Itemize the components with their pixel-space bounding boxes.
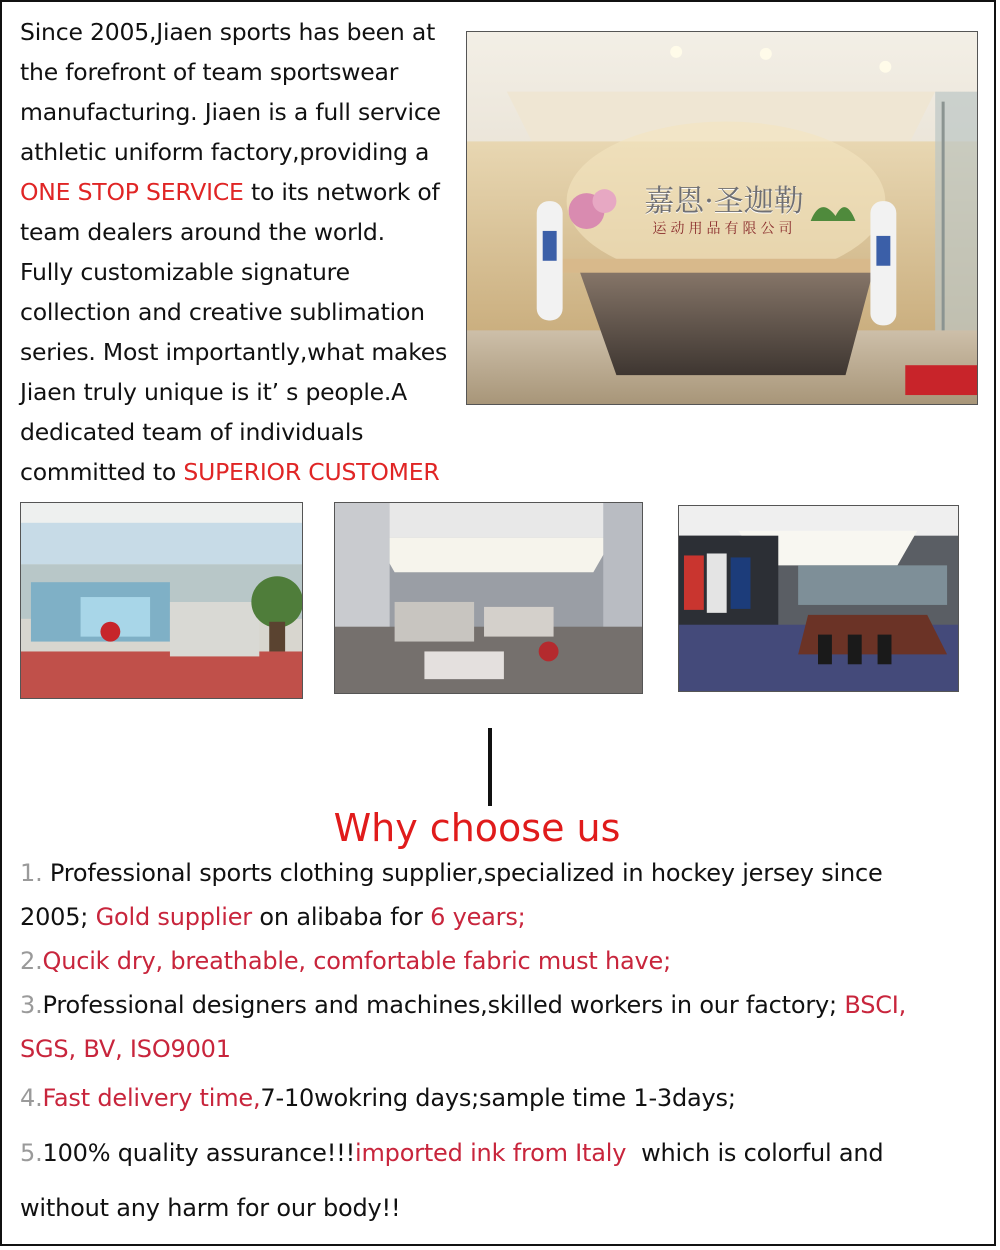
fast-delivery-highlight: Fast delivery time, — [42, 1084, 261, 1112]
intro-line: team dealers around the world. — [20, 218, 385, 246]
intro-text — [20, 12, 460, 492]
item-text: Professional designers and machines,skilled workers in our factory; — [42, 991, 845, 1019]
imported-ink-highlight: imported ink from Italy — [355, 1139, 627, 1167]
reception-photo — [466, 31, 978, 405]
item-number: 2. — [20, 947, 43, 975]
item-number: 3. — [20, 991, 43, 1019]
item-text: which is colorful and — [626, 1139, 884, 1167]
intro-line-start: committed to — [20, 458, 184, 486]
item-text: 7-10wokring days;sample time 1-3days; — [260, 1084, 736, 1112]
item-text: 100% quality assurance!!! — [42, 1139, 356, 1167]
gold-supplier-highlight: Gold supplier — [95, 903, 252, 931]
intro-line-rest: to its network of — [243, 178, 440, 206]
intro-line: collection and creative sublimation — [20, 298, 425, 326]
list-item — [20, 851, 980, 895]
intro-line: athletic uniform factory,providing a — [20, 138, 430, 166]
certifications-highlight: BSCI, — [844, 991, 907, 1019]
list-item — [20, 1027, 980, 1071]
item-text: without any harm for our body!! — [20, 1194, 401, 1222]
years-highlight: 6 years; — [430, 903, 526, 931]
list-item — [20, 1071, 980, 1126]
why-choose-us-title: Why choose us — [333, 806, 621, 850]
intro-line — [20, 172, 460, 212]
item-text: Qucik dry, breathable, comfortable fabric must have; — [42, 947, 671, 975]
item-text: Professional sports clothing supplier,specialized in hockey jersey since — [42, 859, 883, 887]
item-text: on alibaba for — [251, 903, 431, 931]
intro-line — [20, 452, 460, 492]
certifications-highlight: SGS, BV, ISO9001 — [20, 1035, 231, 1063]
superior-customer-highlight: SUPERIOR CUSTOMER — [183, 458, 440, 486]
print-room-photo — [334, 502, 643, 694]
item-number: 5. — [20, 1139, 43, 1167]
why-choose-us-list — [20, 851, 980, 1236]
intro-line: Fully customizable signature — [20, 258, 350, 286]
one-stop-service-highlight: ONE STOP SERVICE — [20, 178, 244, 206]
reception-sign-subtitle: 运动用品有限公司 — [652, 221, 797, 237]
list-item — [20, 895, 980, 939]
list-item — [20, 1126, 980, 1181]
intro-line: the forefront of team sportswear — [20, 58, 399, 86]
item-number: 4. — [20, 1084, 43, 1112]
intro-line: Since 2005,Jiaen sports has been at — [20, 18, 436, 46]
section-divider — [488, 728, 492, 806]
reception-sign-name: 嘉恩·圣迦勒 — [644, 184, 804, 219]
item-text: 2005; — [20, 903, 96, 931]
list-item — [20, 939, 980, 983]
intro-line: Jiaen truly unique is it’ s people.A — [20, 378, 408, 406]
intro-line: series. Most importantly,what makes — [20, 338, 448, 366]
list-item — [20, 983, 980, 1027]
showroom-photo — [678, 505, 959, 692]
intro-line: manufacturing. Jiaen is a full service — [20, 98, 441, 126]
item-number: 1. — [20, 859, 43, 887]
list-item — [20, 1181, 980, 1236]
intro-line: dedicated team of individuals — [20, 418, 364, 446]
office-photo — [20, 502, 303, 699]
